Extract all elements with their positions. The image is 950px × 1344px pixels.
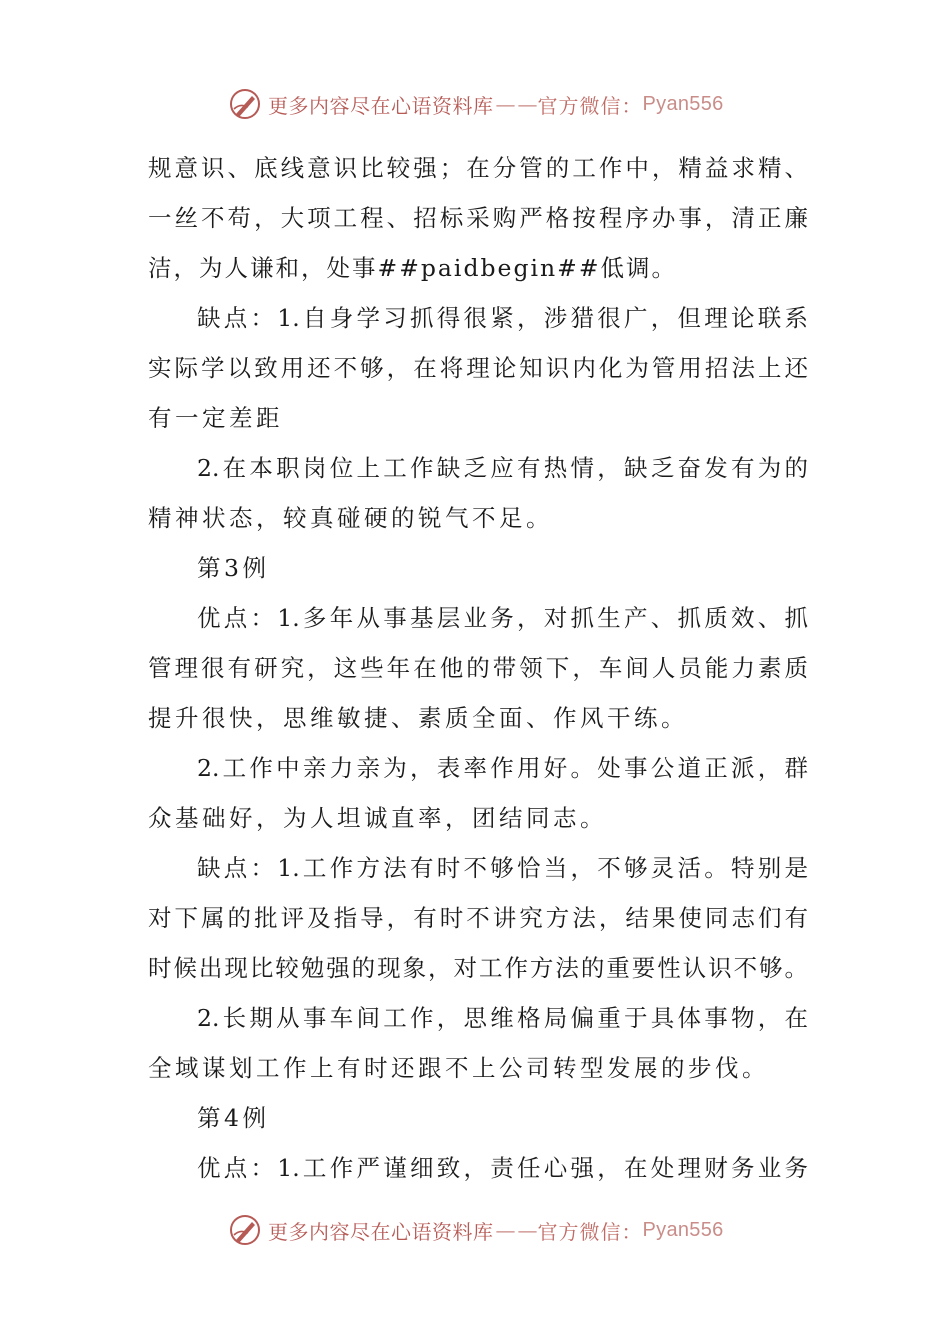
banner-dash: — xyxy=(495,92,514,116)
body-line-16: 对下属的批评及指导，有时不讲究方法，结果使同志们有 xyxy=(148,904,808,932)
body-line-17: 时候出现比较勉强的现象，对工作方法的重要性认识不够。 xyxy=(148,954,808,982)
body-line-18: 2.长期从事车间工作，思维格局偏重于具体事物，在 xyxy=(197,1004,808,1032)
wechat-account: Pyan556 xyxy=(642,92,724,115)
body-line-5: 实际学以致用还不够，在将理论知识内化为管用招法上还 xyxy=(148,354,808,382)
body-line-1: 规意识、底线意识比较强；在分管的工作中，精益求精、 xyxy=(148,154,808,182)
body-line-13: 2.工作中亲力亲为，表率作用好。处事公道正派，群 xyxy=(197,754,808,782)
section-heading-4: 第4例 xyxy=(197,1104,270,1132)
banner-text: 更多内容尽在心语资料库 xyxy=(268,1219,494,1244)
pen-circle-logo-icon xyxy=(228,87,262,121)
body-line-10: 优点：1.多年从事基层业务，对抓生产、抓质效、抓 xyxy=(197,604,808,632)
banner-dash: — xyxy=(495,1218,514,1242)
wechat-account: Pyan556 xyxy=(642,1218,724,1241)
body-line-4: 缺点：1.自身学习抓得很紧，涉猎很广，但理论联系 xyxy=(197,304,808,332)
body-line-14: 众基础好，为人坦诚直率，团结同志。 xyxy=(148,804,607,832)
body-line-21: 优点：1.工作严谨细致，责任心强，在处理财务业务 xyxy=(197,1154,808,1182)
banner-dash-2: — xyxy=(517,1218,536,1242)
header-banner xyxy=(228,84,724,124)
body-line-8: 精神状态，较真碰硬的锐气不足。 xyxy=(148,504,553,532)
body-line-7: 2.在本职岗位上工作缺乏应有热情，缺乏奋发有为的 xyxy=(197,454,808,482)
body-line-12: 提升很快，思维敏捷、素质全面、作风干练。 xyxy=(148,704,688,732)
body-line-6: 有一定差距 xyxy=(148,404,283,432)
body-line-19: 全域谋划工作上有时还跟不上公司转型发展的步伐。 xyxy=(148,1054,769,1082)
wechat-label: 官方微信： xyxy=(537,1219,643,1244)
body-line-2: 一丝不苟，大项工程、招标采购严格按程序办事，清正廉 xyxy=(148,204,808,232)
footer-banner xyxy=(228,1210,724,1250)
banner-text: 更多内容尽在心语资料库 xyxy=(268,93,494,118)
body-line-15: 缺点：1.工作方法有时不够恰当，不够灵活。特别是 xyxy=(197,854,808,882)
section-heading-3: 第3例 xyxy=(197,554,270,582)
body-line-3: 洁，为人谦和，处事##paidbegin##低调。 xyxy=(148,254,678,282)
pen-circle-logo-icon xyxy=(228,1213,262,1247)
wechat-label: 官方微信： xyxy=(537,93,643,118)
body-line-11: 管理很有研究，这些年在他的带领下，车间人员能力素质 xyxy=(148,654,808,682)
banner-dash-2: — xyxy=(517,92,536,116)
